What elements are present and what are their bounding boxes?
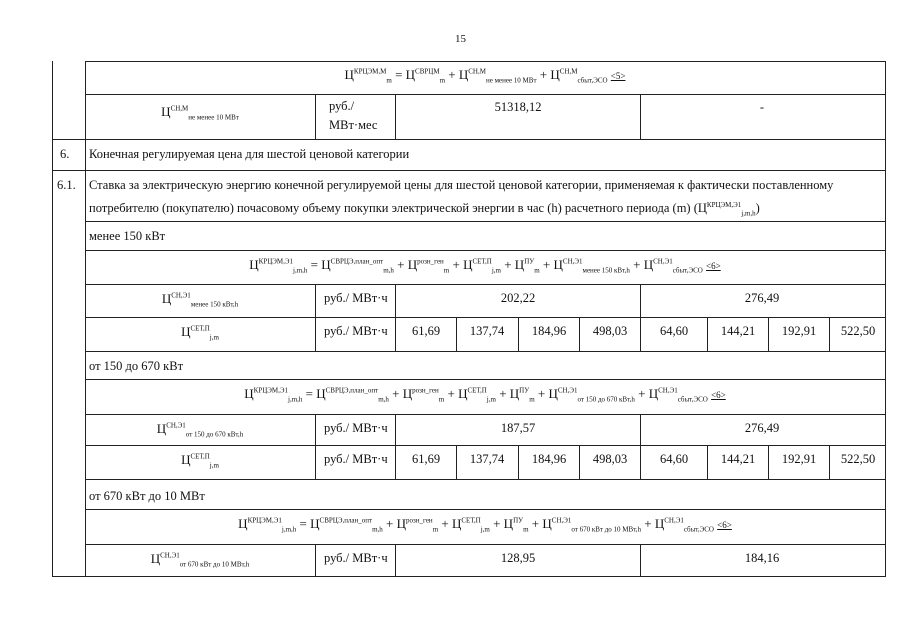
table-border — [315, 414, 316, 479]
table-border — [768, 317, 769, 351]
section-text-line2: потребителю (покупателю) почасовому объему покупки электрической энергии в час (h) расчетного периода (m) $(Ц^{КРЦЭМ,Э1}_{j,m,h})$ — [89, 201, 760, 218]
table-border — [518, 445, 519, 479]
value-cell: 187,57 — [500, 421, 536, 435]
table-border — [85, 509, 885, 510]
table-border — [395, 414, 396, 479]
unit-label: руб./ МВт·ч — [324, 452, 388, 466]
table-border — [640, 544, 641, 576]
unit-label-2: МВт·мес — [329, 118, 378, 132]
table-border — [640, 94, 641, 139]
table-border — [85, 317, 885, 318]
value-cell: 144,21 — [720, 452, 756, 466]
tariff-table — [52, 61, 886, 577]
value-cell: 522,50 — [840, 452, 876, 466]
set-label: $Ц^{СЕТ,П}_{j,m}$ — [181, 324, 219, 342]
table-border — [85, 61, 885, 62]
value-cell: 192,91 — [781, 452, 817, 466]
table-border — [85, 479, 885, 480]
table-border — [85, 379, 885, 380]
value-cell: 184,96 — [531, 452, 567, 466]
value-cell: 184,96 — [531, 324, 567, 338]
table-border — [395, 94, 396, 139]
value-cell: 137,74 — [469, 324, 505, 338]
table-border — [85, 250, 885, 251]
table-border — [579, 445, 580, 479]
unit-label: руб./ МВт·ч — [324, 324, 388, 338]
unit-label: руб./ МВт·ч — [324, 421, 388, 435]
sn-label: $Ц^{СН,Э1}_{от 670 кВт до 10 МВт,h}$ — [150, 551, 250, 569]
group-title: менее 150 кВт — [89, 229, 166, 243]
group-formula: $Ц^{КРЦЭМ,Э1}_{j,m,h} = Ц^{СВРЦЭ,план\_опт}_{m,h} + Ц^{розн\_ген}_m + Ц^{СЕТ,П}_{j,m} + Ц^{ПУ}_m + Ц^{СН,Э1}_{менее 150 кВт,h} + Ц^{СН,Э1}_{сбыт,ЭСО} <6>$ — [249, 257, 721, 275]
table-border — [456, 445, 457, 479]
value-cell: 192,91 — [781, 324, 817, 338]
table-border — [85, 284, 885, 285]
table-border — [456, 317, 457, 351]
table-border — [85, 351, 885, 352]
value-cell: 61,69 — [411, 452, 441, 466]
unit-label: руб./ МВт·ч — [324, 291, 388, 305]
section-title: Конечная регулируемая цена для шестой ценовой категории — [89, 147, 410, 161]
group-formula: $Ц^{КРЦЭМ,Э1}_{j,m,h} = Ц^{СВРЦЭ,план\_опт}_{m,h} + Ц^{розн\_ген}_m + Ц^{СЕТ,П}_{j,m} + Ц^{ПУ}_m + Ц^{СН,Э1}_{от 670 кВт до 10 МВт,h} + Ц^{СН,Э1}_{сбыт,ЭСО} <6>$ — [238, 516, 732, 534]
value-cell: - — [759, 100, 765, 114]
page-number: 15 — [455, 33, 466, 45]
set-label: $Ц^{СЕТ,П}_{j,m}$ — [181, 452, 219, 470]
section-number: 6.1. — [57, 178, 76, 192]
value-cell: 61,69 — [411, 324, 441, 338]
section-text-line1: Ставка за электрическую энергию конечной регулируемой цены для шестой ценовой категории, применяемая к фактически поставленному — [89, 178, 834, 192]
table-border — [640, 284, 641, 351]
value-cell: 498,03 — [592, 452, 628, 466]
table-border — [518, 317, 519, 351]
table-border — [707, 317, 708, 351]
table-border — [85, 94, 885, 95]
value-cell: 64,60 — [659, 452, 689, 466]
table-border — [829, 317, 830, 351]
table-border — [52, 139, 886, 140]
sn-label: $Ц^{СН,Э1}_{от 150 до 670 кВт,h}$ — [156, 421, 244, 439]
table-border — [395, 284, 396, 351]
table-border — [395, 544, 396, 576]
table-border — [768, 445, 769, 479]
table-border — [85, 414, 885, 415]
sn-m-label: $Ц^{СН,М}_{не менее 10 МВт}$ — [161, 104, 239, 122]
value-cell: 64,60 — [659, 324, 689, 338]
table-border — [52, 170, 886, 171]
table-border — [85, 445, 885, 446]
table-border — [579, 317, 580, 351]
table-border — [640, 414, 641, 479]
table-border — [52, 576, 886, 577]
value-cell: 522,50 — [840, 324, 876, 338]
value-cell: 276,49 — [744, 291, 780, 305]
group-title: от 670 кВт до 10 МВт — [89, 489, 205, 503]
table-border — [315, 284, 316, 351]
group-formula: $Ц^{КРЦЭМ,Э1}_{j,m,h} = Ц^{СВРЦЭ,план\_опт}_{m,h} + Ц^{розн\_ген}_m + Ц^{СЕТ,П}_{j,m} + Ц^{ПУ}_m + Ц^{СН,Э1}_{от 150 до 670 кВт,h} + Ц^{СН,Э1}_{сбыт,ЭСО} <6>$ — [244, 386, 726, 404]
value-cell: 184,16 — [744, 551, 780, 565]
table-border — [315, 94, 316, 139]
value-cell: 144,21 — [720, 324, 756, 338]
value-cell: 202,22 — [500, 291, 536, 305]
value-cell: 128,95 — [500, 551, 536, 565]
table-border — [829, 445, 830, 479]
sn-label: $Ц^{СН,Э1}_{менее 150 кВт,h}$ — [161, 291, 239, 309]
table-border — [85, 544, 885, 545]
formula-month-price: $Ц^{КРЦЭМ,М}_m = Ц^{СВРЦМ}_m + Ц^{СН,М}_{не менее 10 МВт} + Ц^{СН,М}_{сбыт,ЭСО} <5>$ — [344, 67, 626, 85]
unit-label: руб./ — [329, 99, 355, 113]
value-cell: 137,74 — [469, 452, 505, 466]
section-number: 6. — [60, 147, 70, 161]
table-border — [707, 445, 708, 479]
group-title: от 150 до 670 кВт — [89, 359, 184, 373]
unit-label: руб./ МВт·ч — [324, 551, 388, 565]
value-cell: 51318,12 — [494, 100, 542, 114]
value-cell: 498,03 — [592, 324, 628, 338]
value-cell: 276,49 — [744, 421, 780, 435]
table-border — [315, 544, 316, 576]
